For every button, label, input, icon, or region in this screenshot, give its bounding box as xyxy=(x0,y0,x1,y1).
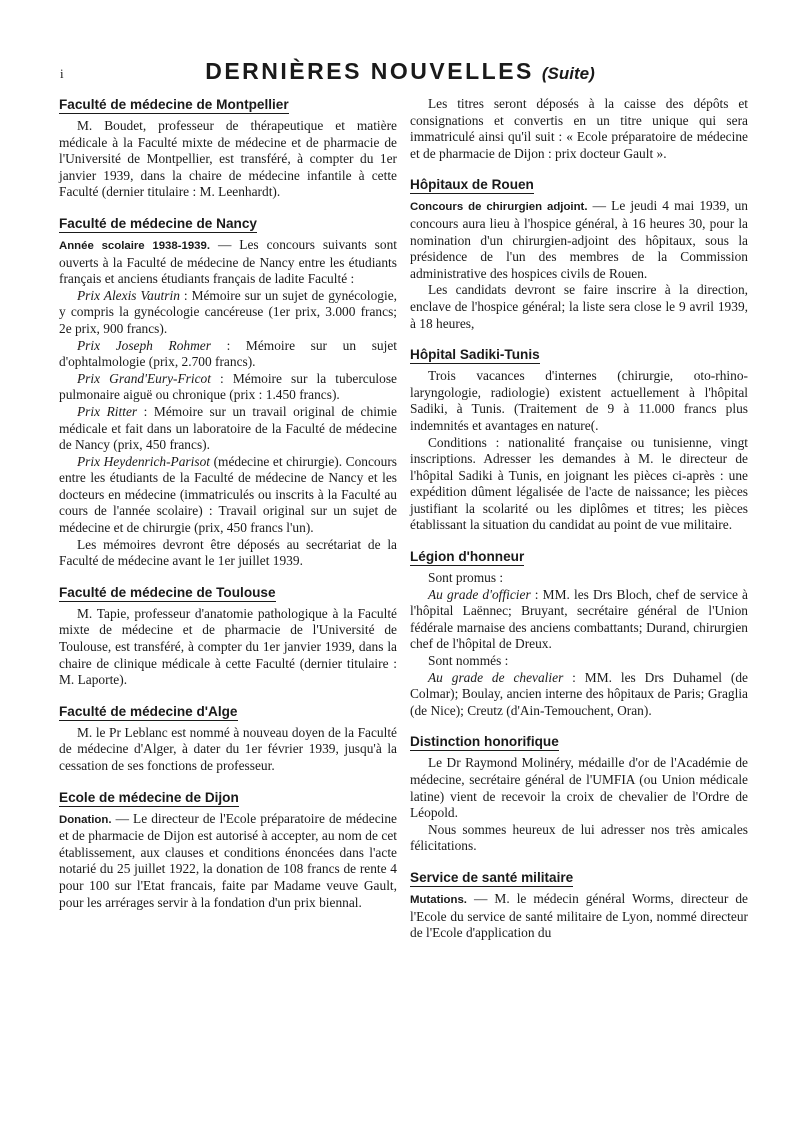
prize-name: Prix Heydenrich-Parisot xyxy=(77,453,210,469)
lead-term: Mutations. xyxy=(410,893,467,906)
paragraph xyxy=(59,811,397,912)
paragraph-text: — Les concours suivants sont ouverts à la Faculté de médecine de Nancy entre les étudiants français et anciens étudiants français de ladite Faculté : xyxy=(59,236,397,287)
section-heading: Faculté de médecine de Nancy xyxy=(59,215,257,231)
lead-term: Concours de chirurgien adjoint. xyxy=(410,201,588,214)
section-distinction xyxy=(410,733,748,855)
paragraph-text: — Le directeur de l'Ecole préparatoire de médecine et de pharmacie de Dijon est autorisé à accepter, au nom de cet établissement, aux clauses et conditions énoncées dans l'acte notarié du 25 juillet 1922, la donation de 108 francs de rente 4 pour 100 sur l'Etat francais, faite par Madame veuve Gault, pour les arrérages servir à la fondation d'un prix biennal. xyxy=(59,810,397,910)
section-legion xyxy=(410,548,748,719)
prize-name: Prix Alexis Vautrin xyxy=(77,287,180,303)
right-column xyxy=(410,96,748,956)
paragraph-text: — Le jeudi 4 mai 1939, un concours aura lieu à l'hospice général, à 16 heures 30, pour la nomination d'un chirurgien-adjoint des hôpitaux, sous la présidence de l'un des membres de la Commission administrative des hospices civils de Rouen. xyxy=(410,198,748,281)
left-column xyxy=(59,96,397,925)
paragraph: M. Tapie, professeur d'anatomie pathologique à la Faculté mixte de médecine et de pharmacie de l'Université de Toulouse, est transféré, à compter du 1er janvier 1939, dans la chaire de clinique médicale à cette Faculté (dernier titulaire : M. Laporte). xyxy=(59,605,397,688)
section-heading: Service de santé militaire xyxy=(410,869,574,885)
paragraph xyxy=(59,288,397,338)
lead-term: Donation. xyxy=(59,813,112,826)
masthead-title: DERNIÈRES NOUVELLES xyxy=(205,58,534,84)
paragraph xyxy=(59,338,397,371)
section-sadiki xyxy=(410,346,748,534)
paragraph-text: : Mémoire sur un sujet d'ophtalmologie (prix, 2.700 francs). xyxy=(59,337,397,370)
section-dijon xyxy=(59,789,397,912)
paragraph: Les titres seront déposés à la caisse des dépôts et consignations et convertis en un titre unique qui sera immatriculé ainsi qu'il suit : « Ecole préparatoire de médecine et de pharmacie de Dijon : prix docteur Gault ». xyxy=(410,96,748,161)
paragraph-text: : MM. les Drs Duhamel (de Colmar); Boulay, ancien interne des hôpitaux de Paris; Graglia (de Nice); Creutz (d'Ain-Temouchent, Oran). xyxy=(410,669,748,718)
paragraph-text: (médecine et chirurgie). Concours entre les étudiants de la Faculté de médecine de Nancy et les docteurs en médecine (immatriculés ou inscrits à la Faculté au cours de l'année scolaire) : Travail original sur un sujet de médecine et de chirurgie (prix, 450 francs l'un). xyxy=(59,453,397,536)
paragraph-text: : Mémoire sur un sujet de gynécologie, y compris la gynécologie cancéreuse (1er prix, 3.000 francs; 2e prix, 900 francs). xyxy=(59,287,397,336)
section-alger xyxy=(59,703,397,775)
paragraph: Sont promus : xyxy=(428,570,504,586)
paragraph xyxy=(59,371,397,404)
paragraph: M. Boudet, professeur de thérapeutique et matière médicale à la Faculté mixte de médecine et de pharmacie de l'Université de Montpellier, est transféré, à compter du 1er janvier 1939, dans la chaire de médecine infantile à cette Faculté (dernier titulaire : M. Leenhardt). xyxy=(59,118,397,200)
paragraph xyxy=(410,670,748,720)
lead-term: Année scolaire 1938-1939. xyxy=(59,239,211,252)
grade-label: Au grade de chevalier xyxy=(428,669,564,685)
section-rouen xyxy=(410,176,748,332)
section-dijon-continued xyxy=(410,96,748,162)
paragraph: Nous sommes heureux de lui adresser nos très amicales félicitations. xyxy=(410,821,748,854)
paragraph: M. le Pr Leblanc est nommé à nouveau doyen de la Faculté de médecine d'Alger, à dater du 1er février 1939, jusqu'à la cessation de ses fonctions de professeur. xyxy=(59,724,397,773)
paragraph xyxy=(59,404,397,454)
masthead-suite: (Suite) xyxy=(541,64,595,83)
grade-label: Au grade d'officier xyxy=(428,586,531,602)
section-heading: Faculté de médecine de Toulouse xyxy=(59,584,276,600)
section-heading: Distinction honorifique xyxy=(410,734,559,750)
section-heading: Faculté de médecine de Montpellier xyxy=(59,97,289,112)
paragraph: Les mémoires devront être déposés au secrétariat de la Faculté de médecine avant le 1er juillet 1939. xyxy=(59,536,397,569)
prize-name: Prix Joseph Rohmer xyxy=(77,337,211,353)
section-heading: Ecole de médecine de Dijon xyxy=(59,789,239,805)
section-heading: Hôpital Sadiki-Tunis xyxy=(410,347,540,363)
section-heading: Hôpitaux de Rouen xyxy=(410,177,534,193)
section-sante-militaire xyxy=(410,869,748,942)
paragraph xyxy=(410,198,748,282)
paragraph xyxy=(59,237,397,288)
section-nancy xyxy=(59,215,397,570)
paragraph-text: : Mémoire sur la tuberculose pulmonaire aiguë ou chronique (prix : 1.450 francs). xyxy=(59,370,397,403)
paragraph: Les candidats devront se faire inscrire à la direction, enclave de l'hospice général; la liste sera close le 9 avril 1939, à 18 heures, xyxy=(410,282,748,331)
section-heading: Légion d'honneur xyxy=(410,549,525,565)
paragraph xyxy=(59,454,397,537)
section-montpellier xyxy=(59,96,397,201)
paragraph: Le Dr Raymond Molinéry, médaille d'or de l'Académie de médecine, secrétaire général de l'UMFIA (ou Union médicale latine) vient de recevoir la croix de chevalier de l'Ordre de Léopold. xyxy=(410,755,748,821)
paragraph xyxy=(410,891,748,942)
section-heading: Faculté de médecine d'Alge xyxy=(59,703,238,719)
paragraph: Sont nommés : xyxy=(428,653,509,669)
paragraph: Conditions : nationalité française ou tunisienne, vingt inscriptions. Adresser les demandes à M. le directeur de l'hôpital Sadiki à Tunis, en joignant les pièces ci-après : une expédition dûment légalisée de l'acte de naissance; les pièces justifiant la scolarité ou les diplômes et titres; les pièces établissant la situation du candidat au point de vue militaire. xyxy=(410,434,748,533)
paragraph: Trois vacances d'internes (chirurgie, oto-rhino-laryngologie, radiologie) existent actuellement à l'hôpital Sadiki, à Tunis. (Traitement de 9 à 11.000 francs plus indemnités et avantages en nature(. xyxy=(410,368,748,433)
paragraph-text: — M. le médecin général Worms, directeur de l'Ecole du service de santé militaire de Lyon, nommé directeur de l'Ecole d'application du xyxy=(410,890,748,941)
masthead xyxy=(0,58,800,85)
paragraph-text: : Mémoire sur un travail original de chimie médicale et fait dans un laboratoire de la Faculté de médecine de Nancy (prix, 450 francs). xyxy=(59,403,397,453)
section-toulouse xyxy=(59,584,397,689)
prize-name: Prix Ritter xyxy=(77,403,138,419)
paragraph xyxy=(410,587,748,653)
page-mark: i xyxy=(60,66,64,81)
prize-name: Prix Grand'Eury-Fricot xyxy=(77,370,211,386)
paragraph-text: : MM. les Drs Bloch, chef de service à l'hôpital Laënnec; Bruyant, secrétaire général de l'Union fédérale marnaise des anciens combattants; Durand, chirurgien chef de l'hôpital de Dreux. xyxy=(410,586,748,652)
